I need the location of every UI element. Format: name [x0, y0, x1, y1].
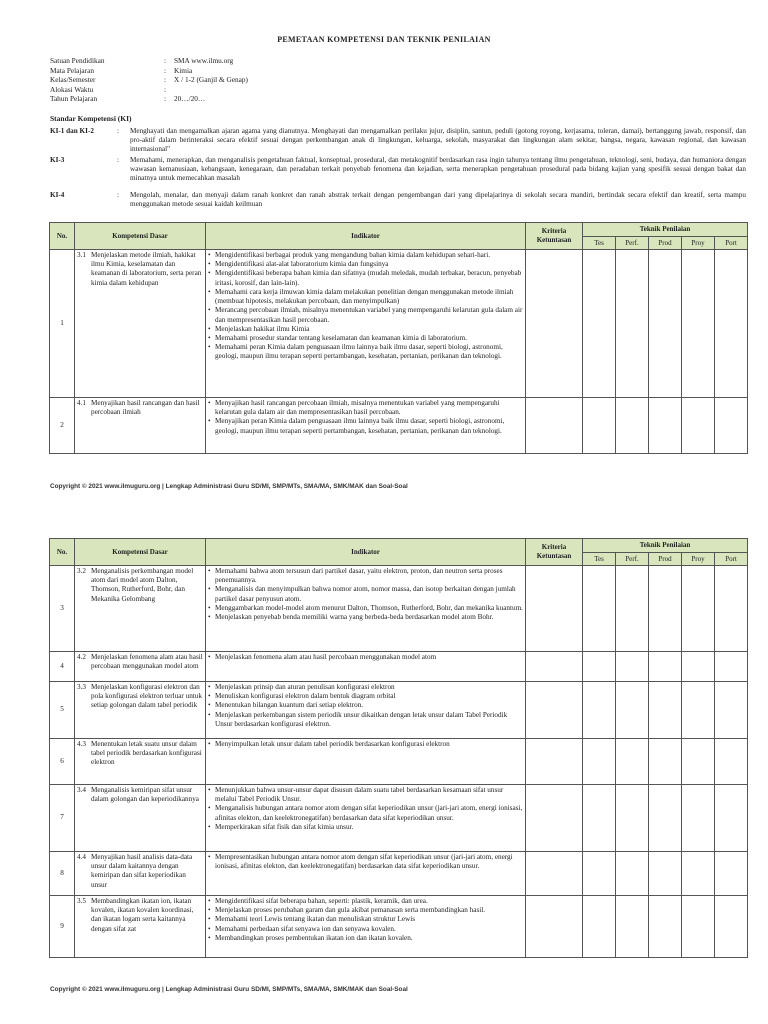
indikator-item: • Mengidentifikasi beberapa bahan kimia dan sifatnya (mudah meledak, mudah terbakar, beracun, penyebab iritasi, korosif, dan lain-lain). — [208, 269, 523, 287]
prod-cell — [649, 852, 682, 896]
header-indikator: Indikator — [206, 223, 526, 250]
info-separator: : — [164, 65, 167, 75]
identity-block — [50, 56, 450, 104]
kd-text: Menyajikan hasil rancangan dan hasil percobaan ilmiah — [91, 399, 200, 417]
kd-number: 3.5 — [77, 897, 86, 905]
tes-cell — [583, 682, 616, 739]
info-value: Kimia — [174, 65, 193, 75]
perf-cell — [616, 566, 649, 652]
header-port: Port — [715, 553, 748, 566]
header-tes: Tes — [583, 553, 616, 566]
proy-cell — [682, 739, 715, 785]
indikator-list — [208, 740, 523, 749]
kd-number: 3.4 — [77, 786, 86, 794]
indikator-item: • Memperkirakan sifat fisik dan sifat kimia unsur. — [208, 823, 523, 832]
row-number: 5 — [50, 682, 75, 739]
table-row — [50, 250, 748, 398]
kompetensi-dasar — [77, 897, 203, 934]
ki-4 — [50, 191, 746, 209]
indikator-cell — [206, 652, 526, 682]
info-label: Satuan Pendidikan — [50, 56, 105, 65]
perf-cell — [616, 739, 649, 785]
header-indikator: Indikator — [206, 539, 526, 566]
port-cell — [715, 566, 748, 652]
tes-cell — [583, 852, 616, 896]
info-row — [50, 85, 450, 95]
tes-cell — [583, 566, 616, 652]
perf-cell — [616, 398, 649, 454]
competency-table-2 — [49, 538, 748, 958]
indikator-list — [208, 567, 523, 622]
kompetensi-dasar — [77, 683, 203, 711]
indikator-item: • Menjelaskan hakikat ilmu Kimia — [208, 325, 523, 334]
indikator-item: • Menjelaskan prinsip dan aturan penulisan konfigurasi elektron — [208, 683, 523, 692]
kompetensi-dasar — [77, 653, 203, 671]
document-title: PEMETAAN KOMPETENSI DAN TEKNIK PENILAIAN — [277, 35, 491, 44]
header-kriteria-ketuntasan: Kriteria Ketuntasan — [526, 539, 583, 566]
info-row — [50, 66, 450, 76]
header-teknik-penilaian: Teknik Penilaian — [583, 223, 748, 237]
indikator-list — [208, 897, 523, 943]
kompetensi-dasar — [77, 853, 203, 890]
indikator-item: • Merancang percobaan ilmiah, misalnya menentukan variabel yang mempengaruhi kelarutan gula dalam air dan mempresentasikan hasil percobaan. — [208, 306, 523, 324]
tes-cell — [583, 652, 616, 682]
kd-number: 3.2 — [77, 567, 86, 575]
table-row — [50, 785, 748, 852]
footer-copyright: Copyright © 2021 www.ilmuguru.org | Lengkap Administrasi Guru SD/MI, SMP/MTs, SMA/MA, SMK/MAK dan Soal-Soal — [50, 986, 408, 993]
indikator-list — [208, 251, 523, 362]
indikator-item: • Membandingkan proses pembentukan ikatan ion dan ikatan kovalen. — [208, 934, 523, 943]
kompetensi-dasar-cell — [75, 739, 206, 785]
header-perf: Perf. — [616, 553, 649, 566]
indikator-cell — [206, 852, 526, 896]
kd-text: Menjelaskan fenomena alam atau hasil percobaan menggunakan model atom — [91, 653, 203, 671]
ki-text: Menghayati dan mengamalkan ajaran agama yang dianutnya. Menghayati dan mengamalkan perilaku jujur, disiplin, santun, peduli (gotong royong, kerjasama, toleran, damai), bertanggung jawab, responsif, dan pro-aktif dalam berinteraksi secara efektif sesuai dengan perkembangan anak di lingkungan, keluarga, sekolah, masyarakat dan lingkungan alam sekitar, bangsa, negara, kawasan regional, dan kawasan internasional" — [130, 127, 746, 154]
header-kriteria-ketuntasan: Kriteria Ketuntasan — [526, 223, 583, 250]
proy-cell — [682, 250, 715, 398]
table-row — [50, 896, 748, 958]
kd-text: Menentukan letak suatu unsur dalam tabel periodik berdasarkan konfigurasi elektron — [91, 740, 202, 767]
indikator-item: • Menyajikan hasil rancangan percobaan ilmiah, misalnya menentukan variabel yang mempengaruhi kelarutan gula dalam air dan mempresentasikan hasil percobaan. — [208, 399, 523, 417]
ki-code: KI-1 dan KI-2 — [50, 127, 94, 135]
indikator-item: • Memahami cara kerja ilmuwan kimia dalam melakukan penelitian dengan menggunakan metode ilmiah (membuat hipotesis, melakukan percobaan, dan menyimpulkan) — [208, 288, 523, 306]
header-teknik-penilaian: Teknik Penilaian — [583, 539, 748, 553]
info-value: SMA www.ilmu.org — [174, 56, 234, 65]
ki-code: KI-3 — [50, 156, 65, 164]
kriteria-cell — [526, 652, 583, 682]
table-row — [50, 739, 748, 785]
table-row — [50, 398, 748, 454]
row-number: 9 — [50, 896, 75, 958]
tes-cell — [583, 250, 616, 398]
prod-cell — [649, 785, 682, 852]
header-perf: Perf. — [616, 237, 649, 250]
port-cell — [715, 250, 748, 398]
indikator-list — [208, 786, 523, 832]
proy-cell — [682, 566, 715, 652]
header-kompetensi-dasar: Kompetensi Dasar — [75, 539, 206, 566]
indikator-item: • Memahami teori Lewis tentang ikatan dan menuliskan struktur Lewis — [208, 915, 523, 924]
kompetensi-dasar-cell — [75, 896, 206, 958]
kompetensi-dasar-cell — [75, 398, 206, 454]
indikator-item: • Menjelaskan proses perubahan garam dan gula akibat pemanasan serta membandingkan hasil. — [208, 906, 523, 915]
ki-1-2 — [50, 127, 746, 155]
kriteria-cell — [526, 852, 583, 896]
info-label: Tahun Pelajaran — [50, 94, 98, 104]
kd-text: Menjelaskan metode ilmiah, hakikat ilmu Kimia, keselamatan dan keamanan di laboratorium, serta peran kimia dalam kehidupan — [91, 251, 202, 287]
kd-number: 3.3 — [77, 683, 86, 691]
indikator-cell — [206, 682, 526, 739]
indikator-item: • Menjelaskan fenomena alam atau hasil percobaan menggunakan model atom — [208, 653, 523, 662]
tes-cell — [583, 739, 616, 785]
proy-cell — [682, 652, 715, 682]
info-row — [50, 56, 450, 66]
perf-cell — [616, 652, 649, 682]
indikator-item: • Mengidentifikasi berbagai produk yang mengandung bahan kimia dalam kehidupan sehari-hari. — [208, 251, 523, 260]
row-number: 8 — [50, 852, 75, 896]
indikator-item: • Menganalisis dan menyimpulkan bahwa nomor atom, nomor massa, dan isotop berkaitan dengan jumlah partikel dasar penyusun atom. — [208, 585, 523, 603]
kompetensi-dasar — [77, 399, 203, 417]
row-number: 7 — [50, 785, 75, 852]
kriteria-cell — [526, 398, 583, 454]
proy-cell — [682, 852, 715, 896]
indikator-cell — [206, 785, 526, 852]
indikator-item: • Menentukan bilangan kuantum dari setiap elektron. — [208, 701, 523, 710]
row-number: 3 — [50, 566, 75, 652]
header-proy: Proy — [682, 237, 715, 250]
prod-cell — [649, 739, 682, 785]
standar-kompetensi-title: Standar Kompetensi (KI) — [50, 114, 132, 123]
info-label: Mata Pelajaran — [50, 65, 94, 75]
proy-cell — [682, 398, 715, 454]
row-number: 1 — [50, 250, 75, 398]
table-2-body — [50, 566, 748, 958]
info-value: X / 1-2 (Ganjil & Genap) — [174, 75, 248, 85]
indikator-item: • Menuliskan konfigurasi elektron dalam bentuk diagram orbital — [208, 692, 523, 701]
indikator-item: • Menjelaskan perkembangan sistem periodik unsur dikaitkan dengan letak unsur dalam Tabel Periodik Unsur berdasarkan konfigurasi elektron. — [208, 711, 523, 729]
perf-cell — [616, 682, 649, 739]
port-cell — [715, 398, 748, 454]
kompetensi-dasar — [77, 786, 203, 804]
indikator-list — [208, 853, 523, 871]
indikator-cell — [206, 398, 526, 454]
kd-text: Menganalisis perkembangan model atom dari model atom Dalton, Thomson, Rutherford, Bohr, dan Mekanika Gelombang — [91, 567, 194, 603]
indikator-item: • Menyimpulkan letak unsur dalam tabel periodik berdasarkan konfigurasi elektron — [208, 740, 523, 749]
kd-number: 3.1 — [77, 251, 86, 259]
header-proy: Proy — [682, 553, 715, 566]
ki-text: Memahami, menerapkan, dan menganalisis pengetahuan faktual, konseptual, prosedural, dan metakognitif berdasarkan rasa ingin tahunya tentang ilmu pengetahuan, teknologi, seni, budaya, dan humaniora dengan wawasan kemanusiaan, kebangsaan, kenegaraan, dan peradaban terkait penyebab fenomena dan kejadian, serta menerapkan pengetahuan prosedural pada bidang kajian yang spesifik sesuai dengan bakat dan minatnya untuk memecahkan masalah — [130, 156, 746, 183]
perf-cell — [616, 250, 649, 398]
tes-cell — [583, 785, 616, 852]
info-separator: : — [164, 94, 167, 104]
kd-text: Membandingkan ikatan ion, ikatan kovalen, ikatan kovalen koordinasi, dan ikatan logam serta kaitannya dengan sifat zat — [91, 897, 194, 933]
header-no: No. — [50, 223, 75, 250]
port-cell — [715, 739, 748, 785]
kriteria-cell — [526, 896, 583, 958]
indikator-item: • Mengidentifikasi sifat beberapa bahan, seperti: plastik, keramik, dan urea. — [208, 897, 523, 906]
kompetensi-dasar — [77, 251, 203, 288]
table-row — [50, 652, 748, 682]
table-1-body — [50, 250, 748, 454]
kd-number: 4.2 — [77, 653, 86, 661]
indikator-list — [208, 399, 523, 436]
tes-cell — [583, 398, 616, 454]
perf-cell — [616, 785, 649, 852]
indikator-item: • Memahami peran Kimia dalam penguasaan ilmu lainnya baik ilmu dasar, seperti biologi, astronomi, geologi, maupun ilmu terapan seperti pertambangan, kesehatan, pertanian, perikanan dan teknologi. — [208, 343, 523, 361]
table-row — [50, 566, 748, 652]
kompetensi-dasar-cell — [75, 566, 206, 652]
kd-number: 4.3 — [77, 740, 86, 748]
row-number: 2 — [50, 398, 75, 454]
kd-number: 4.1 — [77, 399, 86, 407]
indikator-item: • Mengidentifikasi alat-alat laboratorium kimia dan fungsinya — [208, 260, 523, 269]
kd-text: Menyajikan hasil analisis data-data unsur dalam kaitannya dengan kemiripan dan sifat keperiodikan unsur — [91, 853, 193, 889]
kompetensi-dasar — [77, 567, 203, 604]
info-row — [50, 75, 450, 85]
info-label: Alokasi Waktu — [50, 84, 94, 94]
prod-cell — [649, 250, 682, 398]
indikator-cell — [206, 896, 526, 958]
header-prod: Prod — [649, 237, 682, 250]
indikator-item: • Memahami prosedur standar tentang keselamatan dan keamanan kimia di laboratorium. — [208, 334, 523, 343]
kompetensi-dasar-cell — [75, 250, 206, 398]
prod-cell — [649, 896, 682, 958]
kriteria-cell — [526, 785, 583, 852]
row-number: 4 — [50, 652, 75, 682]
proy-cell — [682, 682, 715, 739]
info-separator: : — [164, 56, 167, 65]
port-cell — [715, 852, 748, 896]
table-row — [50, 852, 748, 896]
ki-colon: : — [117, 191, 119, 199]
info-separator: : — [164, 84, 167, 94]
prod-cell — [649, 566, 682, 652]
port-cell — [715, 785, 748, 852]
info-value: 20…/20… — [174, 94, 206, 104]
info-label: Kelas/Semester — [50, 75, 96, 85]
kriteria-cell — [526, 739, 583, 785]
indikator-cell — [206, 566, 526, 652]
indikator-item: • Menyajikan peran Kimia dalam penguasaan ilmu lainnya baik ilmu dasar, seperti biologi, astronomi, geologi, maupun ilmu terapan seperti pertambangan, kesehatan, pertanian, perikanan dan teknologi. — [208, 417, 523, 435]
kompetensi-dasar-cell — [75, 682, 206, 739]
ki-3 — [50, 156, 746, 184]
tes-cell — [583, 896, 616, 958]
header-no: No. — [50, 539, 75, 566]
indikator-item: • Menganalisis hubungan antara nomor atom dengan sifat keperiodikan unsur (jari-jari atom, energi ionisasi, afinitas elekton, dan keelektronegatifan) berdasarkan data sifat keperiodikan unsur. — [208, 804, 523, 822]
indikator-list — [208, 653, 523, 662]
prod-cell — [649, 398, 682, 454]
header-prod: Prod — [649, 553, 682, 566]
kd-number: 4.4 — [77, 853, 86, 861]
kompetensi-dasar — [77, 740, 203, 768]
info-row — [50, 94, 450, 104]
kd-text: Menjelaskan konfigurasi elektron dan pola konfigurasi elektron terluar untuk setiap golongan dalam tabel periodik — [91, 683, 202, 710]
kompetensi-dasar-cell — [75, 652, 206, 682]
perf-cell — [616, 852, 649, 896]
perf-cell — [616, 896, 649, 958]
kompetensi-dasar-cell — [75, 852, 206, 896]
indikator-cell — [206, 250, 526, 398]
indikator-item: • Menunjukkan bahwa unsur-unsur dapat disusun dalam suatu tabel berdasarkan kesamaan sifat unsur melalui Tabel Periodik Unsur. — [208, 786, 523, 804]
ki-code: KI-4 — [50, 191, 65, 199]
port-cell — [715, 896, 748, 958]
competency-table-1 — [49, 222, 748, 454]
header-kompetensi-dasar: Kompetensi Dasar — [75, 223, 206, 250]
ki-colon: : — [117, 127, 119, 135]
prod-cell — [649, 652, 682, 682]
prod-cell — [649, 682, 682, 739]
indikator-item: • Memahami perbedaan sifat senyawa ion dan senyawa kovalen. — [208, 925, 523, 934]
indikator-item: • Mempresentasikan hubungan antara nomor atom dengan sifat keperiodikan unsur (jari-jari atom, energi ionisasi, afinitas elekton, dan keelektronegatifan) berdasarkan data sifat keperiodikan unsur. — [208, 853, 523, 871]
table-row — [50, 682, 748, 739]
indikator-item: • Memahami bahwa atom tersusun dari partikel dasar, yaitu elektron, proton, dan neutron serta proses penemuannya. — [208, 567, 523, 585]
row-number: 6 — [50, 739, 75, 785]
proy-cell — [682, 896, 715, 958]
kd-text: Menganalisis kemiripan sifat unsur dalam golongan dan keperiodikannya — [91, 786, 199, 804]
kriteria-cell — [526, 250, 583, 398]
ki-colon: : — [117, 156, 119, 164]
header-port: Port — [715, 237, 748, 250]
indikator-cell — [206, 739, 526, 785]
kriteria-cell — [526, 566, 583, 652]
indikator-item: • Menggambarkan model-model atom menurut Dalton, Thomson, Rutherford, Bohr, dan mekanika kuantum. — [208, 604, 523, 613]
ki-text: Mengolah, menalar, dan menyaji dalam ranah konkret dan ranah abstrak terkait dengan pengembangan dari yang dipelajarinya di sekolah secara mandiri, bertindak secara efektif dan kreatif, serta mampu menggunakan metode sesuai kaidah keilmuan — [130, 191, 746, 209]
kompetensi-dasar-cell — [75, 785, 206, 852]
footer-copyright: Copyright © 2021 www.ilmuguru.org | Lengkap Administrasi Guru SD/MI, SMP/MTs, SMA/MA, SMK/MAK dan Soal-Soal — [50, 483, 408, 490]
kriteria-cell — [526, 682, 583, 739]
proy-cell — [682, 785, 715, 852]
indikator-list — [208, 683, 523, 729]
header-tes: Tes — [583, 237, 616, 250]
port-cell — [715, 682, 748, 739]
indikator-item: • Menjelaskan penyebab benda memiliki warna yang berbeda-beda berdasarkan model atom Bohr. — [208, 613, 523, 622]
port-cell — [715, 652, 748, 682]
info-separator: : — [164, 75, 167, 85]
